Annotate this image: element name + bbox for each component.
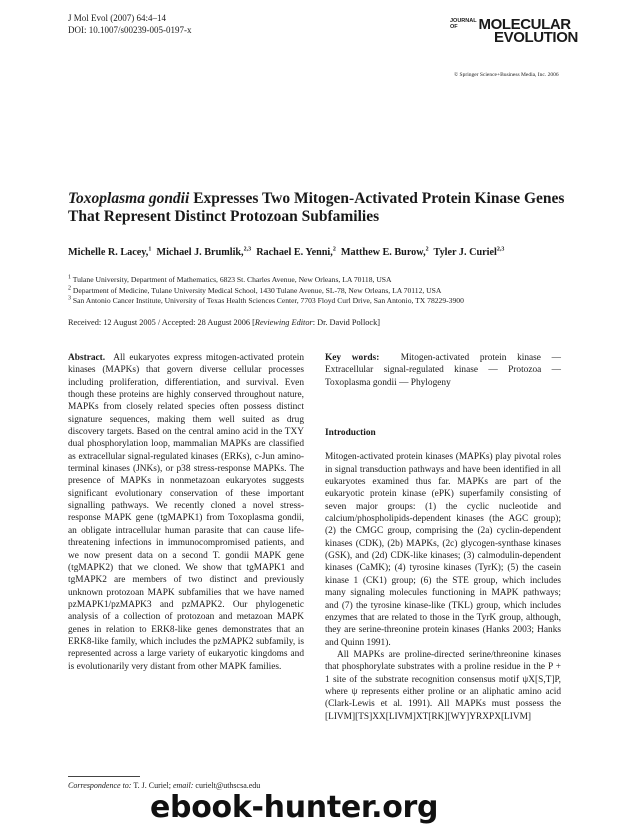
abstract <box>68 352 304 673</box>
keywords-text: Mitogen-activated protein kinase — Extracellular signal-regulated kinase — Protozoa — Toxoplasma gondii — Phylogeny <box>325 353 562 388</box>
right-column <box>325 352 561 723</box>
logo-line2: EVOLUTION <box>494 29 578 46</box>
watermark: ebook-hunter.org <box>150 790 439 825</box>
affiliation: $^2$ Department of Medicine, Tulane University Medical School, 1430 Tulane Avenue, SL-78, New Orleans, LA 70112, USA <box>68 284 442 295</box>
footnote-rule <box>68 776 140 777</box>
affiliation: $^1$ Tulane University, Department of Mathematics, 6823 St. Charles Avenue, New Orleans, LA 70118, USA <box>68 274 392 284</box>
author: Tyler J. Curiel <box>433 247 497 258</box>
affiliations <box>68 275 598 307</box>
abstract-label: Abstract. <box>68 353 106 363</box>
keywords-label: Key words: <box>325 353 380 363</box>
author: Matthew E. Burow, <box>340 247 426 258</box>
article-title <box>68 190 568 226</box>
correspondence-footnote: Correspondence to: T. J. Curiel; email: curielt@uthscsa.edu <box>68 781 261 790</box>
title-rest: Expresses Two Mitogen-Activated Protein Kinase Genes That Represent Distinct Protozoan Subfamilies <box>68 190 565 225</box>
section-heading: Introduction <box>325 428 376 439</box>
affiliation: $^3$ San Antonio Cancer Institute, University of Texas Health Sciences Center, 7703 Floyd Curl Drive, San Antonio, TX 78229-3900 <box>68 295 464 305</box>
journal-citation <box>68 13 192 36</box>
author: Rachael E. Yenni, <box>256 247 333 258</box>
received-accepted-dates: Received: 12 August 2005 / Accepted: 28 August 2006 [Reviewing Editor: Dr. David Pollock] <box>68 318 381 327</box>
author: Michael J. Brumlik, <box>156 247 244 258</box>
logo-line1: MOLECULAR <box>478 16 571 33</box>
keywords <box>325 352 561 389</box>
author-list: Michelle R. Lacey,$^1$ Michael J. Brumlik,$^{2,3}$ Rachael E. Yenni,$^2$ Matthew E. Burow,$^2$ Tyler J. Curiel$^{2,3}$ <box>68 246 505 258</box>
logo-small-text: JOURNAL OF <box>450 18 477 30</box>
title-italic: Toxoplasma gondii <box>68 190 190 207</box>
copyright: © Springer Science+Business Media, Inc. 2006 <box>454 72 559 78</box>
abstract-text: All eukaryotes express mitogen-activated protein kinases (MAPKs) that govern diverse cellular processes including proliferation, differentiation, and survival. Even though these proteins are highly conserved throughout nature, MAPKs from closely related species often possess distinct signature sequences, making them well suited as drug discovery targets. Based on the central amino acid in the TXY dual phosphorylation loop, mammalian MAPKs are classified as extracellular signal-regulated kinases (ERKs), c-Jun amino-terminal kinases (JNKs), or p38 stress-response MAPKs. The presence of MAPKs in nonmetazoan eukaryotes suggests significant evolutionary conservation of these important signalling pathways. We recently cloned a novel stress-response MAPK gene (tgMAPK1) from Toxoplasma gondii, an obligate intracellular human parasite that can cause life-threatening infections in immunocompromised patients, and we now present data on a second T. gondii MAPK gene (tgMAPK2) that we cloned. We show that tgMAPK1 and tgMAPK2 are members of two distinct and previously unknown protozoan MAPK subfamilies that we have named pzMAPK1/pzMAPK3 and pzMAPK2. Our phylogenetic analysis of a collection of protozoan and metazoan MAPK genes in relation to ERK8-like genes demonstrates that an ERK8-like family, which includes the pzMAPK2 subfamily, is represented across a large variety of eukaryotic kingdoms and is evolutionarily very distant from other MAPK families. <box>68 353 305 672</box>
intro-paragraph: All MAPKs are proline-directed serine/threonine kinases that phosphorylate substrates with a proline residue in the P + 1 site of the substrate recognition consensus motif ψX[S,T]P, where ψ represents either proline or an aliphatic amino acid (Clark-Lewis et al. 1991). All MAPKs must possess the [LIVM][TS]XX[LIVM]XT[RK][WY]YRXPX[LIVM] <box>325 649 561 722</box>
journal-logo <box>450 16 578 46</box>
citation-line: J Mol Evol (2007) 64:4–14 <box>68 13 166 23</box>
intro-paragraph: Mitogen-activated protein kinases (MAPKs) play pivotal roles in signal transduction pathways and have been identified in all eukaryotes examined thus far. MAPKs are part of the eukaryotic protein kinase (ePK) superfamily consisting of seven major groups: (1) the cyclic nucleotide and calcium/phospholipids-dependent kinases (the AGC group); (2) the CMGC group, comprising the (2a) cyclin-dependent kinases (CDK), (2b) MAPKs, (2c) glycogen-synthase kinases (GSK), and (2d) CDK-like kinases; (3) calmodulin-dependent kinases (CaMK); (4) tyrosine kinases (TyrK); (5) the casein kinase 1 (CK1) group; (6) the STE group, which includes many signaling molecules functioning in MAPK pathways; and (7) the tyrosine kinase-like (TKL) group, which includes enzymes that are related to those in the TyrK group, although, they are serine-threonine protein kinases (Hanks 2003; Hanks and Quinn 1991). <box>325 452 561 648</box>
author: Michelle R. Lacey, <box>68 247 149 258</box>
doi-line: DOI: 10.1007/s00239-005-0197-x <box>68 24 192 35</box>
email-link[interactable]: curielt@uthscsa.edu <box>193 781 261 790</box>
